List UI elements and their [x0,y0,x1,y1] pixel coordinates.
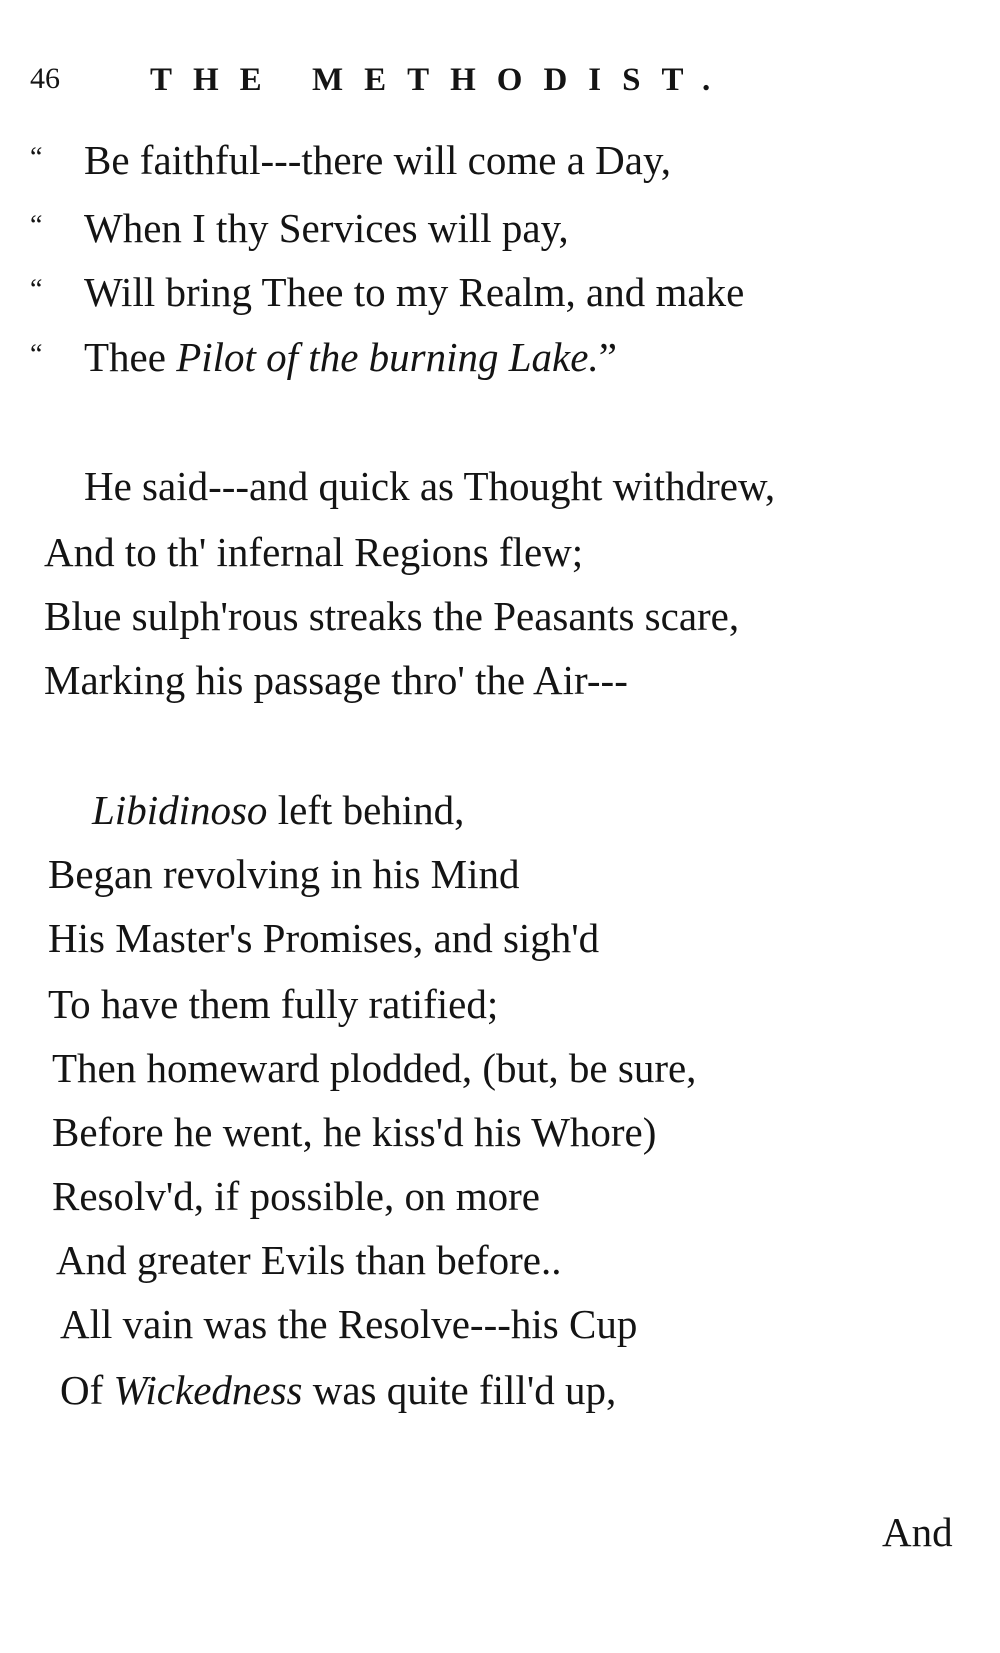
verse-text: Thee [84,334,177,380]
quote-mark: “ [30,339,43,370]
verse-line: Marking his passage thro' the Air--- [44,657,628,703]
verse-line: Began revolving in his Mind [48,851,520,897]
verse-text: Be faithful---there will come a Day, [84,137,672,183]
verse-text: ” [598,334,617,380]
verse-text: When I thy Services will pay, [84,205,569,251]
verse-text: Will bring Thee to my Realm, and make [84,269,745,315]
verse-italic: Wickedness [113,1367,303,1413]
catchword: And [882,1509,953,1555]
verse-line: Resolv'd, if possible, on more [52,1173,540,1219]
verse-line: And greater Evils than before.. [56,1237,562,1283]
quote-mark: “ [30,210,43,241]
quote-mark: “ [30,274,43,305]
verse-line: He said---and quick as Thought withdrew, [84,463,776,509]
running-title: THE METHODIST. [150,62,732,98]
verse-line [30,269,745,315]
verse-line [60,1367,617,1413]
verse-text: left behind, [267,787,465,833]
verse-line [30,137,672,183]
verse-line [30,334,617,380]
quote-mark: “ [30,142,43,173]
verse-line: To have them fully ratified; [48,981,499,1027]
verse-text: was quite fill'd up, [302,1367,617,1413]
verse-line: His Master's Promises, and sigh'd [48,915,600,961]
verse-line: Blue sulph'rous streaks the Peasants scare, [44,593,740,639]
verse-line: Before he went, he kiss'd his Whore) [52,1109,657,1155]
verse-italic: Pilot of the burning Lake. [176,334,599,380]
verse-text: Of [60,1367,114,1413]
verse-line: And to th' infernal Regions flew; [44,529,584,575]
verse-line [30,205,569,251]
verse-line [92,787,465,833]
page-number: 46 [30,62,60,95]
verse-italic: Libidinoso [92,787,268,833]
verse-line: Then homeward plodded, (but, be sure, [52,1045,697,1091]
verse-line: All vain was the Resolve---his Cup [60,1301,638,1347]
